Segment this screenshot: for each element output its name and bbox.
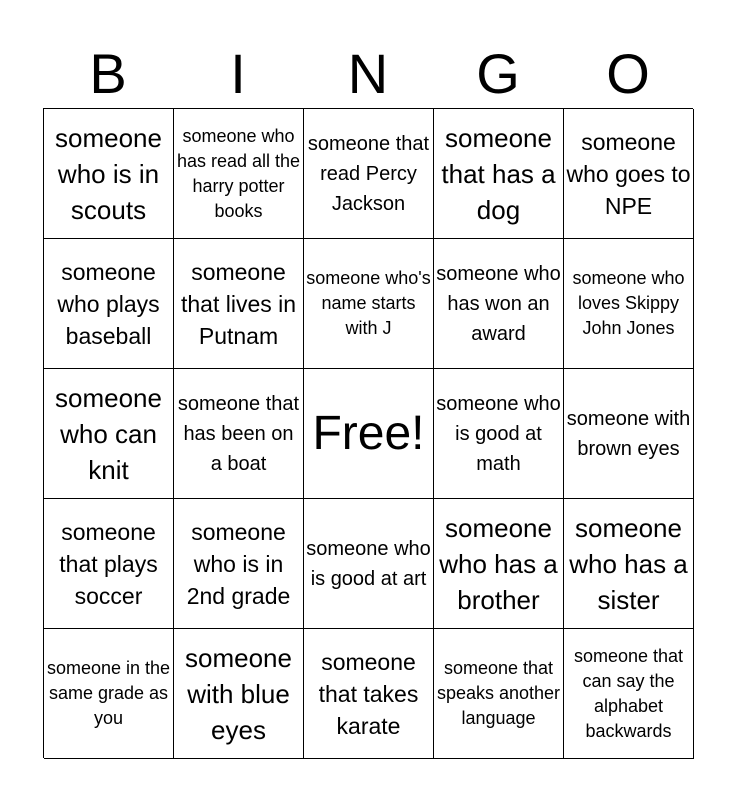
bingo-header (43, 40, 693, 108)
bingo-cell-text: someone who has won an award (436, 262, 561, 345)
bingo-cell-text: someone who plays baseball (57, 258, 160, 349)
bingo-cell-text: someone who is good at math (436, 392, 561, 475)
header-letter-i: I (230, 42, 246, 105)
bingo-cell[interactable] (564, 109, 694, 239)
bingo-cell[interactable] (44, 109, 174, 239)
bingo-cell[interactable] (44, 499, 174, 629)
bingo-cell[interactable] (564, 629, 694, 759)
bingo-cell-text: someone that speaks another language (436, 658, 561, 728)
bingo-cell-text: someone that takes karate (318, 648, 419, 739)
bingo-cell[interactable] (304, 629, 434, 759)
bingo-cell-text: someone who is in scouts (55, 122, 162, 225)
bingo-cell-text: someone in the same grade as you (46, 658, 171, 728)
free-space-text: Free! (312, 406, 425, 460)
header-letter-o: O (606, 42, 650, 105)
bingo-cell[interactable] (44, 239, 174, 369)
bingo-cell-text: someone who can knit (55, 382, 162, 485)
bingo-cell-text: someone with blue eyes (185, 642, 292, 745)
bingo-cell[interactable] (564, 369, 694, 499)
header-letter-n: N (347, 42, 389, 105)
bingo-card-grid (43, 108, 693, 758)
bingo-cell[interactable] (434, 369, 564, 499)
bingo-cell[interactable] (44, 629, 174, 759)
free-space-cell[interactable] (304, 369, 434, 499)
bingo-cell[interactable] (434, 499, 564, 629)
bingo-cell-text: someone that read Percy Jackson (307, 132, 430, 215)
bingo-cell-text: someone that has a dog (441, 122, 556, 225)
bingo-cell[interactable] (174, 629, 304, 759)
bingo-cell[interactable] (174, 239, 304, 369)
bingo-cell[interactable] (434, 629, 564, 759)
header-letter-b: B (89, 42, 127, 105)
bingo-cell[interactable] (564, 499, 694, 629)
bingo-cell-text: someone that plays soccer (59, 518, 158, 609)
bingo-cell-text: someone who is good at art (306, 537, 431, 590)
bingo-cell[interactable] (44, 369, 174, 499)
bingo-cell[interactable] (174, 109, 304, 239)
bingo-cell-text: someone who loves Skippy John Jones (572, 268, 685, 338)
bingo-cell[interactable] (434, 239, 564, 369)
bingo-cell[interactable] (304, 499, 434, 629)
bingo-cell[interactable] (174, 499, 304, 629)
bingo-cell-text: someone who has a brother (439, 512, 558, 615)
bingo-cell-text: someone that can say the alphabet backwards (573, 645, 684, 741)
bingo-cell[interactable] (564, 239, 694, 369)
bingo-cell-text: someone with brown eyes (566, 407, 691, 460)
bingo-cell-text: someone who is in 2nd grade (186, 518, 291, 609)
bingo-cell-text: someone that lives in Putnam (180, 258, 297, 349)
bingo-cell-text: someone who goes to NPE (566, 128, 691, 219)
bingo-cell[interactable] (304, 239, 434, 369)
bingo-cell-text: someone that has been on a boat (177, 392, 300, 475)
header-letter-g: G (476, 42, 520, 105)
bingo-cell-text: someone who has read all the harry potter books (176, 125, 301, 221)
bingo-cell[interactable] (434, 109, 564, 239)
bingo-cell-text: someone who has a sister (569, 512, 688, 615)
bingo-cell[interactable] (174, 369, 304, 499)
bingo-cell-text: someone who's name starts with J (306, 268, 431, 338)
bingo-cell[interactable] (304, 109, 434, 239)
